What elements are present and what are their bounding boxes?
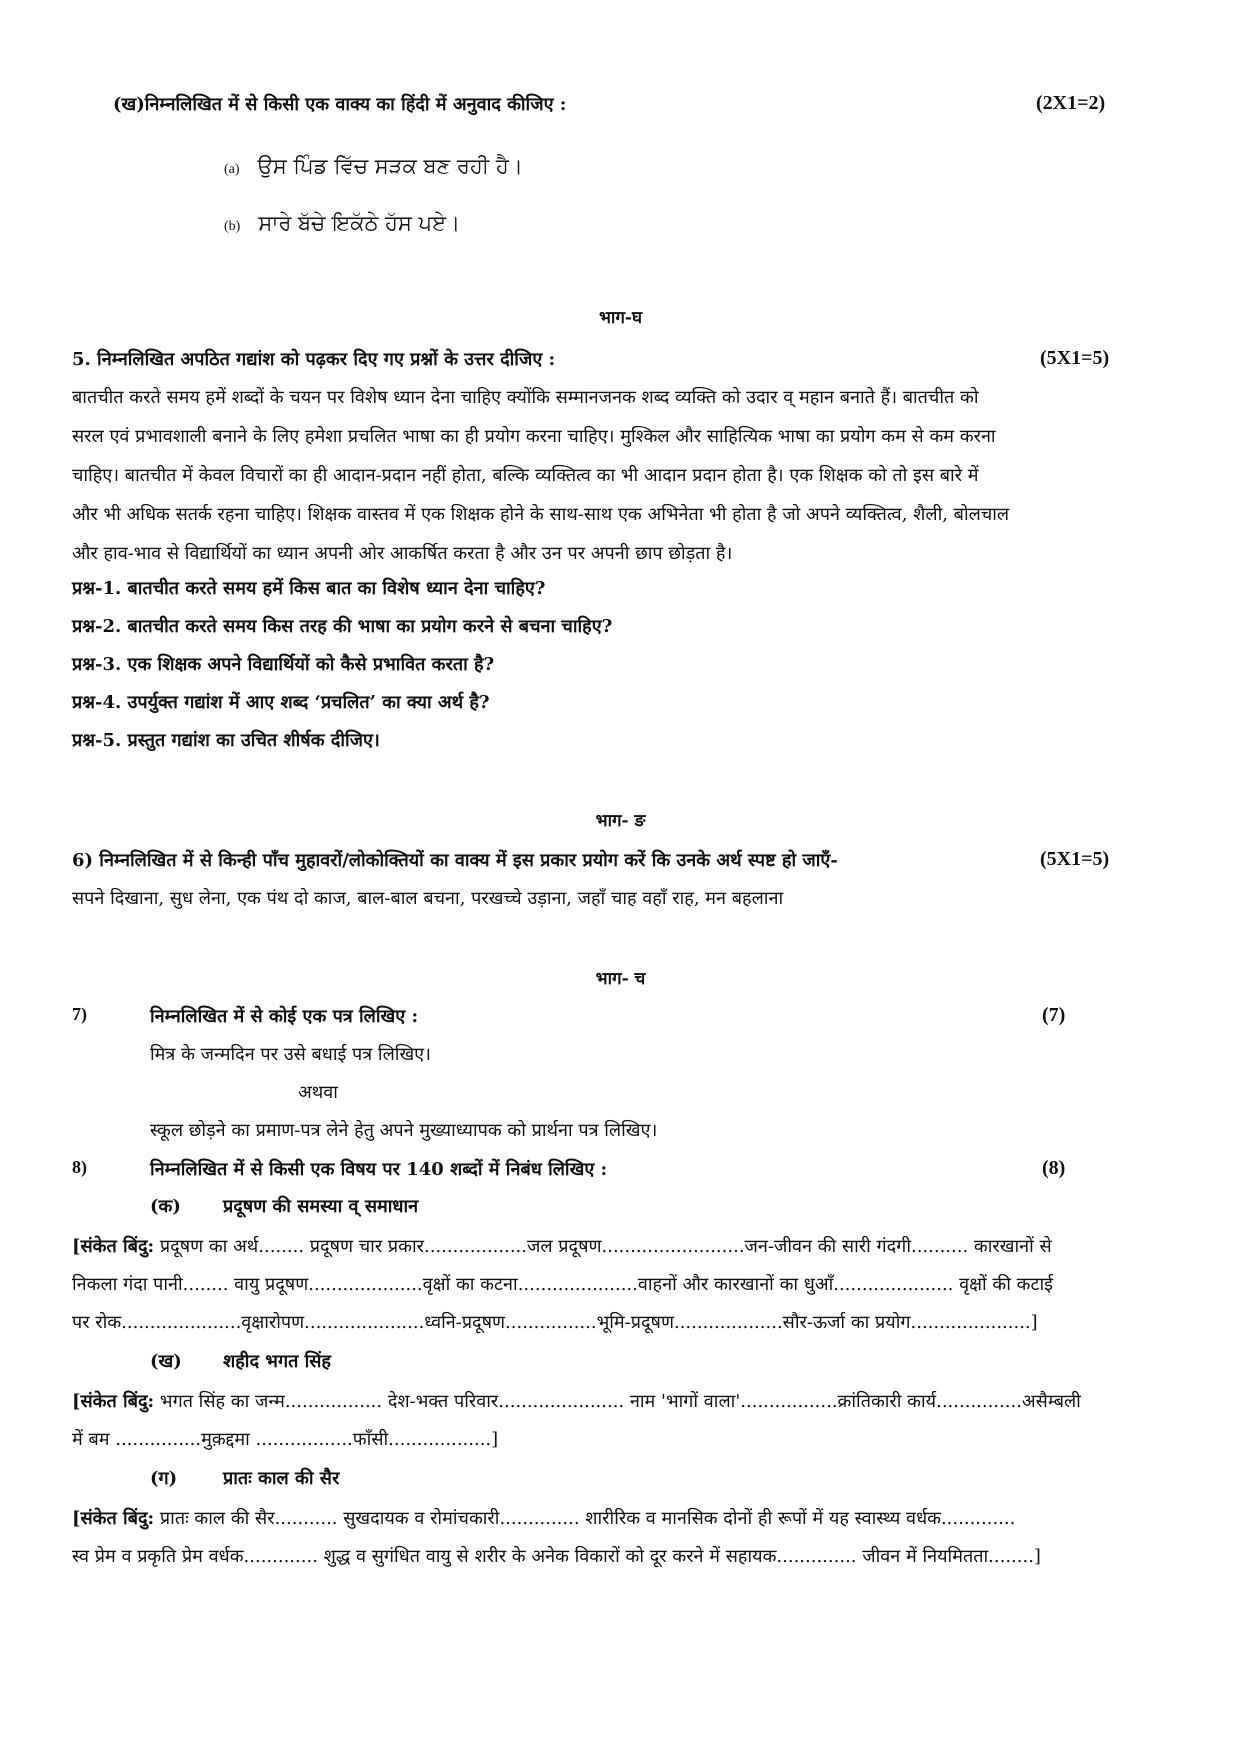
sub-question-2: प्रश्न-2. बातचीत करते समय किस तरह की भाषा का प्रयोग करने से बचना चाहिए?: [72, 616, 613, 637]
hint-label: [संकेत बिंदु:: [72, 1508, 155, 1529]
q8-marks: (8): [1042, 1157, 1066, 1179]
topic-3-hint-line-2: स्व प्रेम व प्रकृति प्रेम वर्धक............. शुद्ध व सुगंधित वायु से शरीर के अनेक विकारों को दूर करने में सहायक.............. जीवन में नियमितता........]: [72, 1546, 1041, 1567]
q7-or: अथवा: [298, 1082, 338, 1103]
q5-marks: (5X1=5): [1040, 347, 1110, 369]
topic-3-hint-line-1: [72, 1506, 1015, 1530]
q8-number: 8): [72, 1157, 87, 1177]
sub-question-3: प्रश्न-3. एक शिक्षक अपने विद्यार्थियों को कैसे प्रभावित करता है?: [72, 654, 495, 675]
q7-marks: (7): [1042, 1004, 1066, 1026]
passage-line: सरल एवं प्रभावशाली बनाने के लिए हमेशा प्रचलित भाषा का ही प्रयोग करना चाहिए। मुश्किल और साहित्यिक भाषा का प्रयोग कम से कम करना: [72, 426, 996, 447]
passage-line: बातचीत करते समय हमें शब्दों के चयन पर विशेष ध्यान देना चाहिए क्योंकि सम्मानजनक शब्द व्यक्ति को उदार व् महान बनाते हैं। बातचीत को: [72, 387, 979, 408]
hint-text: प्रातः काल की सैर........... सुखदायक व रोमांचकारी.............. शारीरिक व मानसिक दोनों ही रूपों में यह स्वास्थ्य वर्धक.............: [154, 1508, 1016, 1529]
topic-1-hint-line-1: [72, 1234, 1052, 1258]
translate-marks: (2X1=2): [1036, 92, 1106, 114]
topic-1-label: (क): [150, 1196, 181, 1217]
q7-heading: निम्नलिखित में से कोई एक पत्र लिखिए :: [150, 1006, 419, 1027]
translate-item-b: [224, 211, 460, 236]
item-text: ਸਾਰੇ ਬੱਚੇ ਇਕੱਠੇ ਹੱਸ ਪਏ।: [258, 211, 461, 235]
idiom-list: सपने दिखाना, सुध लेना, एक पंथ दो काज, बाल-बाल बचना, परखच्चे उड़ाना, जहाँ चाह वहाँ राह, मन बहलाना: [72, 888, 784, 909]
q7-number: 7): [72, 1004, 87, 1024]
topic-2-label: (ख): [150, 1351, 182, 1372]
section-gha-title: भाग-घ: [598, 308, 643, 328]
passage-line: और हाव-भाव से विद्यार्थियों का ध्यान अपनी ओर आकर्षित करता है और उन पर अपनी छाप छोड़ता है।: [72, 543, 733, 564]
item-label: (a): [224, 162, 240, 177]
translate-label: (ख): [113, 94, 145, 115]
q6-marks: (5X1=5): [1040, 848, 1110, 870]
sub-question-1: प्रश्न-1. बातचीत करते समय हमें किस बात का विशेष ध्यान देना चाहिए?: [72, 578, 546, 599]
topic-2-hint-line-2: में बम ...............मुक़द्दमा .................फाँसी..................]: [72, 1429, 499, 1450]
item-label: (b): [224, 219, 241, 234]
passage: [72, 378, 1009, 573]
hint-text: प्रदूषण का अर्थ........ प्रदूषण चार प्रकार..................जल प्रदूषण.........................जन-जीवन की सारी गंदगी.......... कारखानों से: [154, 1236, 1052, 1257]
q6-heading: 6) निम्नलिखित में से किन्ही पाँच मुहावरों/लोकोक्तियों का वाक्य में इस प्रकार प्रयोग करें कि उनके अर्थ स्पष्ट हो जाएँ-: [72, 850, 838, 871]
q8-heading: निम्नलिखित में से किसी एक विषय पर 140 शब्दों में निबंध लिखिए :: [150, 1159, 608, 1180]
q7-option-1: मित्र के जन्मदिन पर उसे बधाई पत्र लिखिए।: [150, 1044, 431, 1065]
topic-3-label: (ग): [150, 1468, 178, 1489]
hint-label: [संकेत बिंदु:: [72, 1391, 155, 1412]
topic-1-title: प्रदूषण की समस्या व् समाधान: [223, 1196, 419, 1217]
topic-1-hint-line-3: पर रोक.....................वृक्षारोपण.....................ध्वनि-प्रदूषण................भूमि-प्रदूषण...................सौर-ऊर्जा का प्रयोग.....................]: [72, 1312, 1038, 1333]
translate-item-a: [224, 154, 523, 179]
passage-line: चाहिए। बातचीत में केवल विचारों का ही आदान-प्रदान नहीं होता, बल्कि व्यक्तित्व का भी आदान प्रदान होता है। एक शिक्षक को तो इस बारे में: [72, 465, 979, 486]
sub-question-4: प्रश्न-4. उपर्युक्त गद्यांश में आए शब्द ‘प्रचलित’ का क्या अर्थ है?: [72, 692, 490, 713]
translate-heading: निम्नलिखित में से किसी एक वाक्य का हिंदी में अनुवाद कीजिए :: [144, 94, 567, 115]
translate-question: [113, 92, 566, 116]
item-text: ਉਸ ਪਿੰਡ ਵਿੱਚ ਸੜਕ ਬਣ ਰਹੀ ਹੈ।: [257, 154, 523, 178]
passage-line: और भी अधिक सतर्क रहना चाहिए। शिक्षक वास्तव में एक शिक्षक होने के साथ-साथ एक अभिनेता भी होता है जो अपने व्यक्तित्व, शैली, बोलचाल: [72, 504, 1010, 525]
q7-option-2: स्कूल छोड़ने का प्रमाण-पत्र लेने हेतु अपने मुख्याध्यापक को प्रार्थना पत्र लिखिए।: [150, 1120, 658, 1141]
section-cha-title: भाग- च: [595, 969, 646, 989]
sub-question-5: प्रश्न-5. प्रस्तुत गद्यांश का उचित शीर्षक दीजिए।: [72, 730, 380, 751]
hint-label: [संकेत बिंदु:: [72, 1236, 155, 1257]
topic-2-title: शहीद भगत सिंह: [223, 1351, 331, 1372]
topic-2-hint-line-1: [72, 1389, 1081, 1413]
section-nga-title: भाग- ङ: [595, 811, 646, 831]
hint-text: भगत सिंह का जन्म................. देश-भक्त परिवार...................... नाम 'भागों वाला'.................क्रांतिकारी कार्य...............असैम्बली: [154, 1391, 1081, 1412]
topic-1-hint-line-2: निकला गंदा पानी........ वायु प्रदूषण....................वृक्षों का कटना.....................वाहनों और कारखानों का धुआँ..................... वृक्षों की कटाई: [72, 1274, 1054, 1295]
q5-heading: 5. निम्नलिखित अपठित गद्यांश को पढ़कर दिए गए प्रश्नों के उत्तर दीजिए :: [72, 349, 556, 370]
topic-3-title: प्रातः काल की सैर: [223, 1468, 340, 1489]
